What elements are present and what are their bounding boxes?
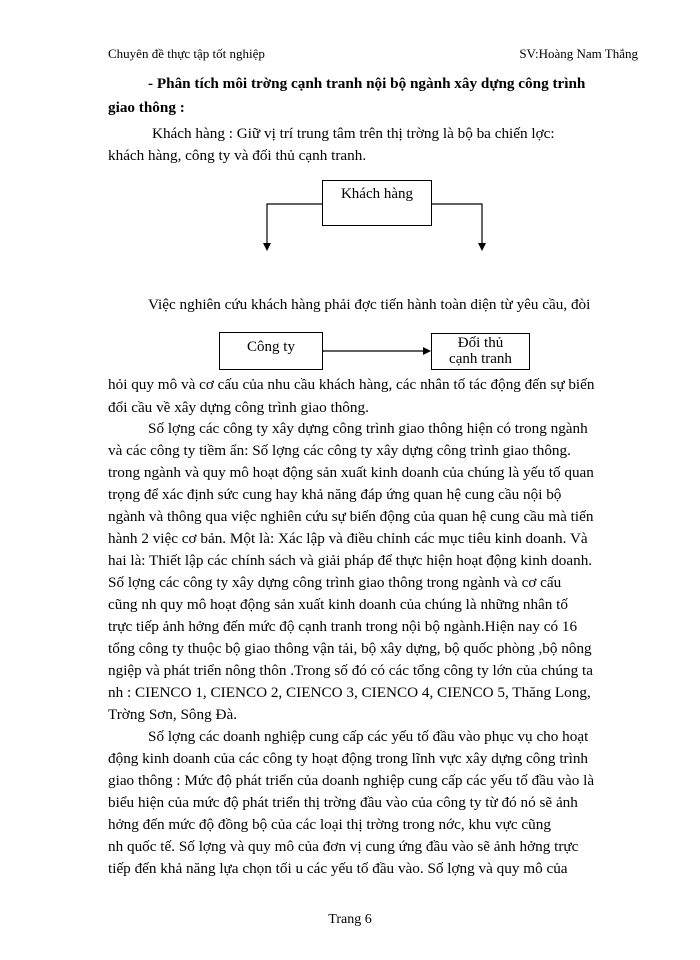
body-line: đổi cầu về xây dựng công trình giao thông.	[108, 399, 369, 416]
body-line: giao thông : Mức độ phát triển của doanh nghiệp cung cấp các yếu tố đầu vào là	[108, 772, 595, 789]
between-line: Việc nghiên cứu khách hàng phải đợc tiến hành toàn diện từ yêu cầu, đòi	[148, 296, 591, 313]
body-line: tổng công ty thuộc bộ giao thông vận tải, bộ xây dựng, bộ quốc phòng ,bộ nông	[108, 640, 592, 657]
intro-line-1: Khách hàng : Giữ vị trí trung tâm trên thị trờng là bộ ba chiến lợc:	[152, 125, 555, 142]
body-line: hai là: Thiết lập các chính sách và giải pháp để thực hiện hoạt động kinh doanh.	[108, 552, 593, 569]
body-line: ngiệp và phát triển nông thôn .Trong số đó có các tổng công ty lớn của chúng ta	[108, 662, 593, 679]
body-line: ngành và thông qua việc nghiên cứu sự biến động của quan hệ cung cầu mà tiến	[108, 508, 594, 525]
competitor-label-line-2: cạnh tranh	[449, 351, 512, 367]
body-line: nh : CIENCO 1, CIENCO 2, CIENCO 3, CIENCO 4, CIENCO 5, Thăng Long,	[108, 684, 591, 701]
body-line: Số lợng các công ty xây dựng công trình giao thông trong ngành và cơ cấu	[108, 574, 562, 591]
body-line: trong ngành và quy mô hoạt động sản xuất kinh doanh của chúng là yếu tố quan	[108, 464, 594, 481]
body-line: Số lợng các công ty xây dựng công trình giao thông hiện có trong ngành	[148, 420, 588, 437]
customer-label: Khách hàng	[340, 186, 414, 202]
section-title-line-2: giao thông :	[108, 99, 185, 116]
page-number: Trang 6	[328, 912, 372, 927]
connector-customer-right	[432, 204, 482, 250]
header-left: Chuyên đề thực tập tốt nghiệp	[108, 46, 265, 61]
body-line: nh quốc tế. Số lợng và quy mô của đơn vị cung ứng đầu vào sẽ ảnh hởng trực	[108, 838, 579, 855]
section-title-line-1: - Phân tích môi trờng cạnh tranh nội bộ ngành xây dựng công trình	[148, 75, 586, 92]
body-line: và các công ty tiềm ẩn: Số lợng các công ty xây dựng công trình giao thông.	[108, 442, 571, 459]
body-line: hành 2 việc cơ bản. Một là: Xác lập và điều chỉnh các mục tiêu kinh doanh. Và	[108, 530, 588, 547]
body-line: tiếp đến khả năng lựa chọn tối u các yếu tố đầu vào. Số lợng và quy mô của	[108, 860, 568, 877]
body-line: trực tiếp ảnh hởng đến mức độ cạnh tranh trong nội bộ ngành.Hiện nay có 16	[108, 618, 578, 635]
body-line: động kinh doanh của các công ty hoạt động trong lĩnh vực xây dựng công trình	[108, 750, 589, 767]
competitor-label-line-1: Đối thủ	[457, 335, 504, 351]
body-line: trọng để xác định sức cung hay khả năng đáp ứng quan hệ cung cầu nội bộ	[108, 486, 562, 503]
body-line: hỏi quy mô và cơ cấu của nhu cầu khách hàng, các nhân tố tác động đến sự biến	[108, 376, 595, 393]
company-label: Công ty	[247, 339, 295, 355]
body-line: cũng nh quy mô hoạt động sản xuất kinh doanh của chúng là những nhân tố	[108, 596, 568, 613]
header-right: SV:Hoàng Nam Thắng	[519, 46, 638, 61]
body-line: biểu hiện của mức độ phát triển thị trờng đầu vào của công ty từ đó nó sẽ ảnh	[108, 794, 578, 811]
company-box	[219, 332, 323, 370]
body-line: Số lợng các doanh nghiệp cung cấp các yếu tố đầu vào phục vụ cho hoạt	[148, 728, 589, 745]
connector-customer-left	[267, 204, 322, 250]
body-line: Trờng Sơn, Sông Đà.	[108, 706, 238, 723]
intro-line-2: khách hàng, công ty và đối thủ cạnh tranh.	[108, 147, 367, 164]
competitor-box	[431, 333, 530, 370]
customer-box	[322, 180, 432, 226]
body-line: hởng đến mức độ đồng bộ của các loại thị trờng trong nớc, khu vực cũng	[108, 816, 551, 833]
